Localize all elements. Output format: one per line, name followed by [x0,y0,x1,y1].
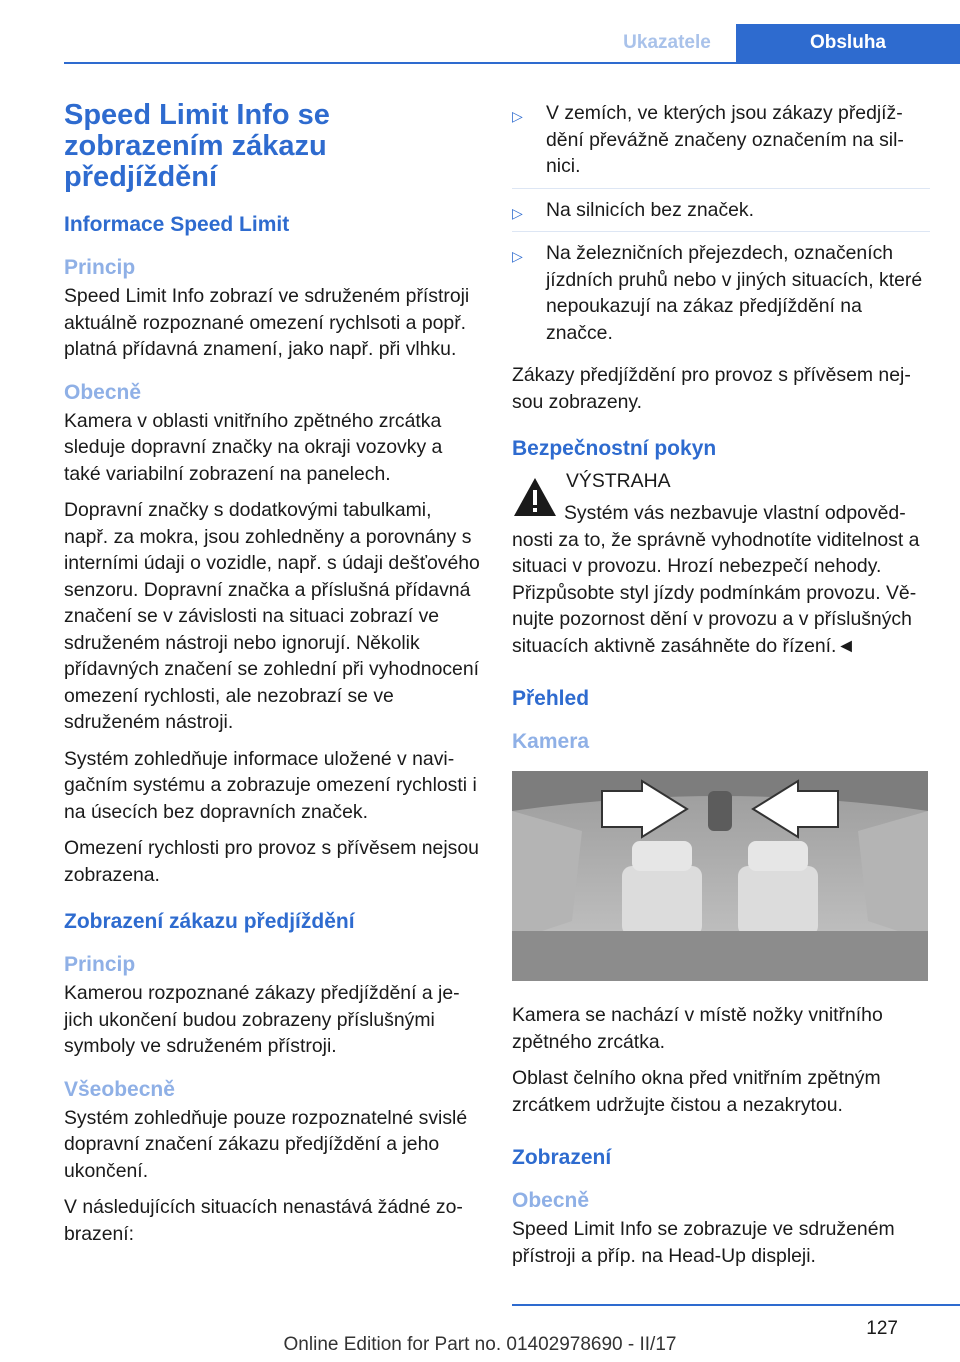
list-item: ▷ V zemích, ve kterých jsou zákazy předjíždění převážně značeny označením na silnici. [512,100,930,189]
paragraph: Kamera se nachází v místě nožky vnitřního zpětného zrcátka. [512,1004,883,1053]
tab-obsluha[interactable]: Obsluha [736,24,960,62]
subheading-princip: Princip [64,953,136,976]
triangle-bullet-icon: ▷ [512,204,523,221]
footer-rule [512,1304,960,1306]
heading-zobrazeni-zakazu: Zobrazení zákazu předjíždění [64,910,355,933]
paragraph: V následujících situacích nenastává žádné zobrazení: [64,1196,463,1245]
list-item: ▷ Na silnicích bez značek. [512,197,930,233]
paragraph: Oblast čelního okna před vnitřním zpětným zrcátkem udržujte čistou a nezakrytou. [512,1067,881,1116]
warning-text: Systém vás nezbavuje vlastní odpovědnosti za to, že správně vyhodnotíte viditelnost a situaci v provozu. Hrozí nebezpečí nehody. Přizpůsobte styl jízdy podmínkám provozu. Věnujte pozornost dění v provozu a v příslušných situacích aktivně zasáhněte do řízení.◄ [512,502,920,657]
page-title: Speed Limit Info se zobrazením zákazu předjíždění [64,99,330,193]
warning-triangle-icon [512,476,558,518]
list-item: ▷ Na železničních přejezdech, označeních jízdních pruhů nebo v jiných situacích, které nepoukazují na zákaz předjíždění na značce. [512,242,923,344]
bullet-list [512,100,930,354]
heading-informace: Informace Speed Limit [64,213,290,236]
paragraph: Zákazy předjíždění pro provoz s přívěsem nejsou zobrazeny. [512,364,911,413]
car-interior-camera-image [512,771,928,981]
right-column [512,100,930,1279]
tab-ukazatele[interactable]: Ukazatele [623,32,711,53]
warning-title: VÝSTRAHA [566,470,671,492]
heading-bezpecnostni-pokyn: Bezpečnostní pokyn [512,437,717,460]
subheading-princip: Princip [64,256,136,279]
paragraph: Dopravní značky s dodatkovými tabulkami, např. za mokra, jsou zohledněny a porovnány s interními údaji o vozidle, např. s údaji dešťového senzoru. Dopravní značka a příslušná přídavná značení se v závislosti na situaci zobrazí ve sdruženém nástroji nebo ignorují. Několik přídavných značení se zohlední při vyhodnocení omezení rychlosti, ale nezobrazí se ve sdruženém nástroji. [64,499,480,733]
subheading-kamera: Kamera [512,730,590,753]
heading-zobrazeni: Zobrazení [512,1146,612,1169]
paragraph: Systém zohledňuje pouze rozpoznatelné svislé dopravní značení zákazu předjíždění a jeho ukončení. [64,1106,468,1182]
paragraph: Kamera v oblasti vnitřního zpětného zrcátka sleduje dopravní značky na okraji vozovky a také variabilní zobrazení na panelech. [64,409,443,485]
subheading-vseobecne: Všeobecně [64,1077,175,1101]
paragraph: Omezení rychlosti pro provoz s přívěsem nejsou zobrazena. [64,837,479,886]
heading-prehled: Přehled [512,687,590,710]
subheading-obecne: Obecně [64,380,142,404]
paragraph: Systém zohledňuje informace uložené v navigačním systému a zobrazuje omezení rychlosti i na úsecích bez dopravních značek. [64,747,477,823]
warning-block [512,468,930,659]
header-rule [64,62,960,64]
paragraph: Speed Limit Info se zobrazuje ve sdruženém přístroji a příp. na Head-Up displeji. [512,1218,895,1267]
left-column [64,100,480,1257]
triangle-bullet-icon: ▷ [512,108,523,124]
triangle-bullet-icon: ▷ [512,248,523,264]
subheading-obecne: Obecně [512,1189,590,1212]
paragraph: Speed Limit Info zobrazí ve sdruženém přístroji aktuálně rozpoznané omezení rychlsoti a popř. platná přídavná znamení, jako např. při vlhku. [64,285,470,360]
paragraph: Kamerou rozpoznané zákazy předjíždění a jejich ukončení budou zobrazeny příslušnými symboly ve sdruženém přístroji. [64,982,460,1057]
page-number: 127 [866,1318,898,1339]
edition-footer: Online Edition for Part no. 01402978690 - II/17 [283,1334,677,1355]
